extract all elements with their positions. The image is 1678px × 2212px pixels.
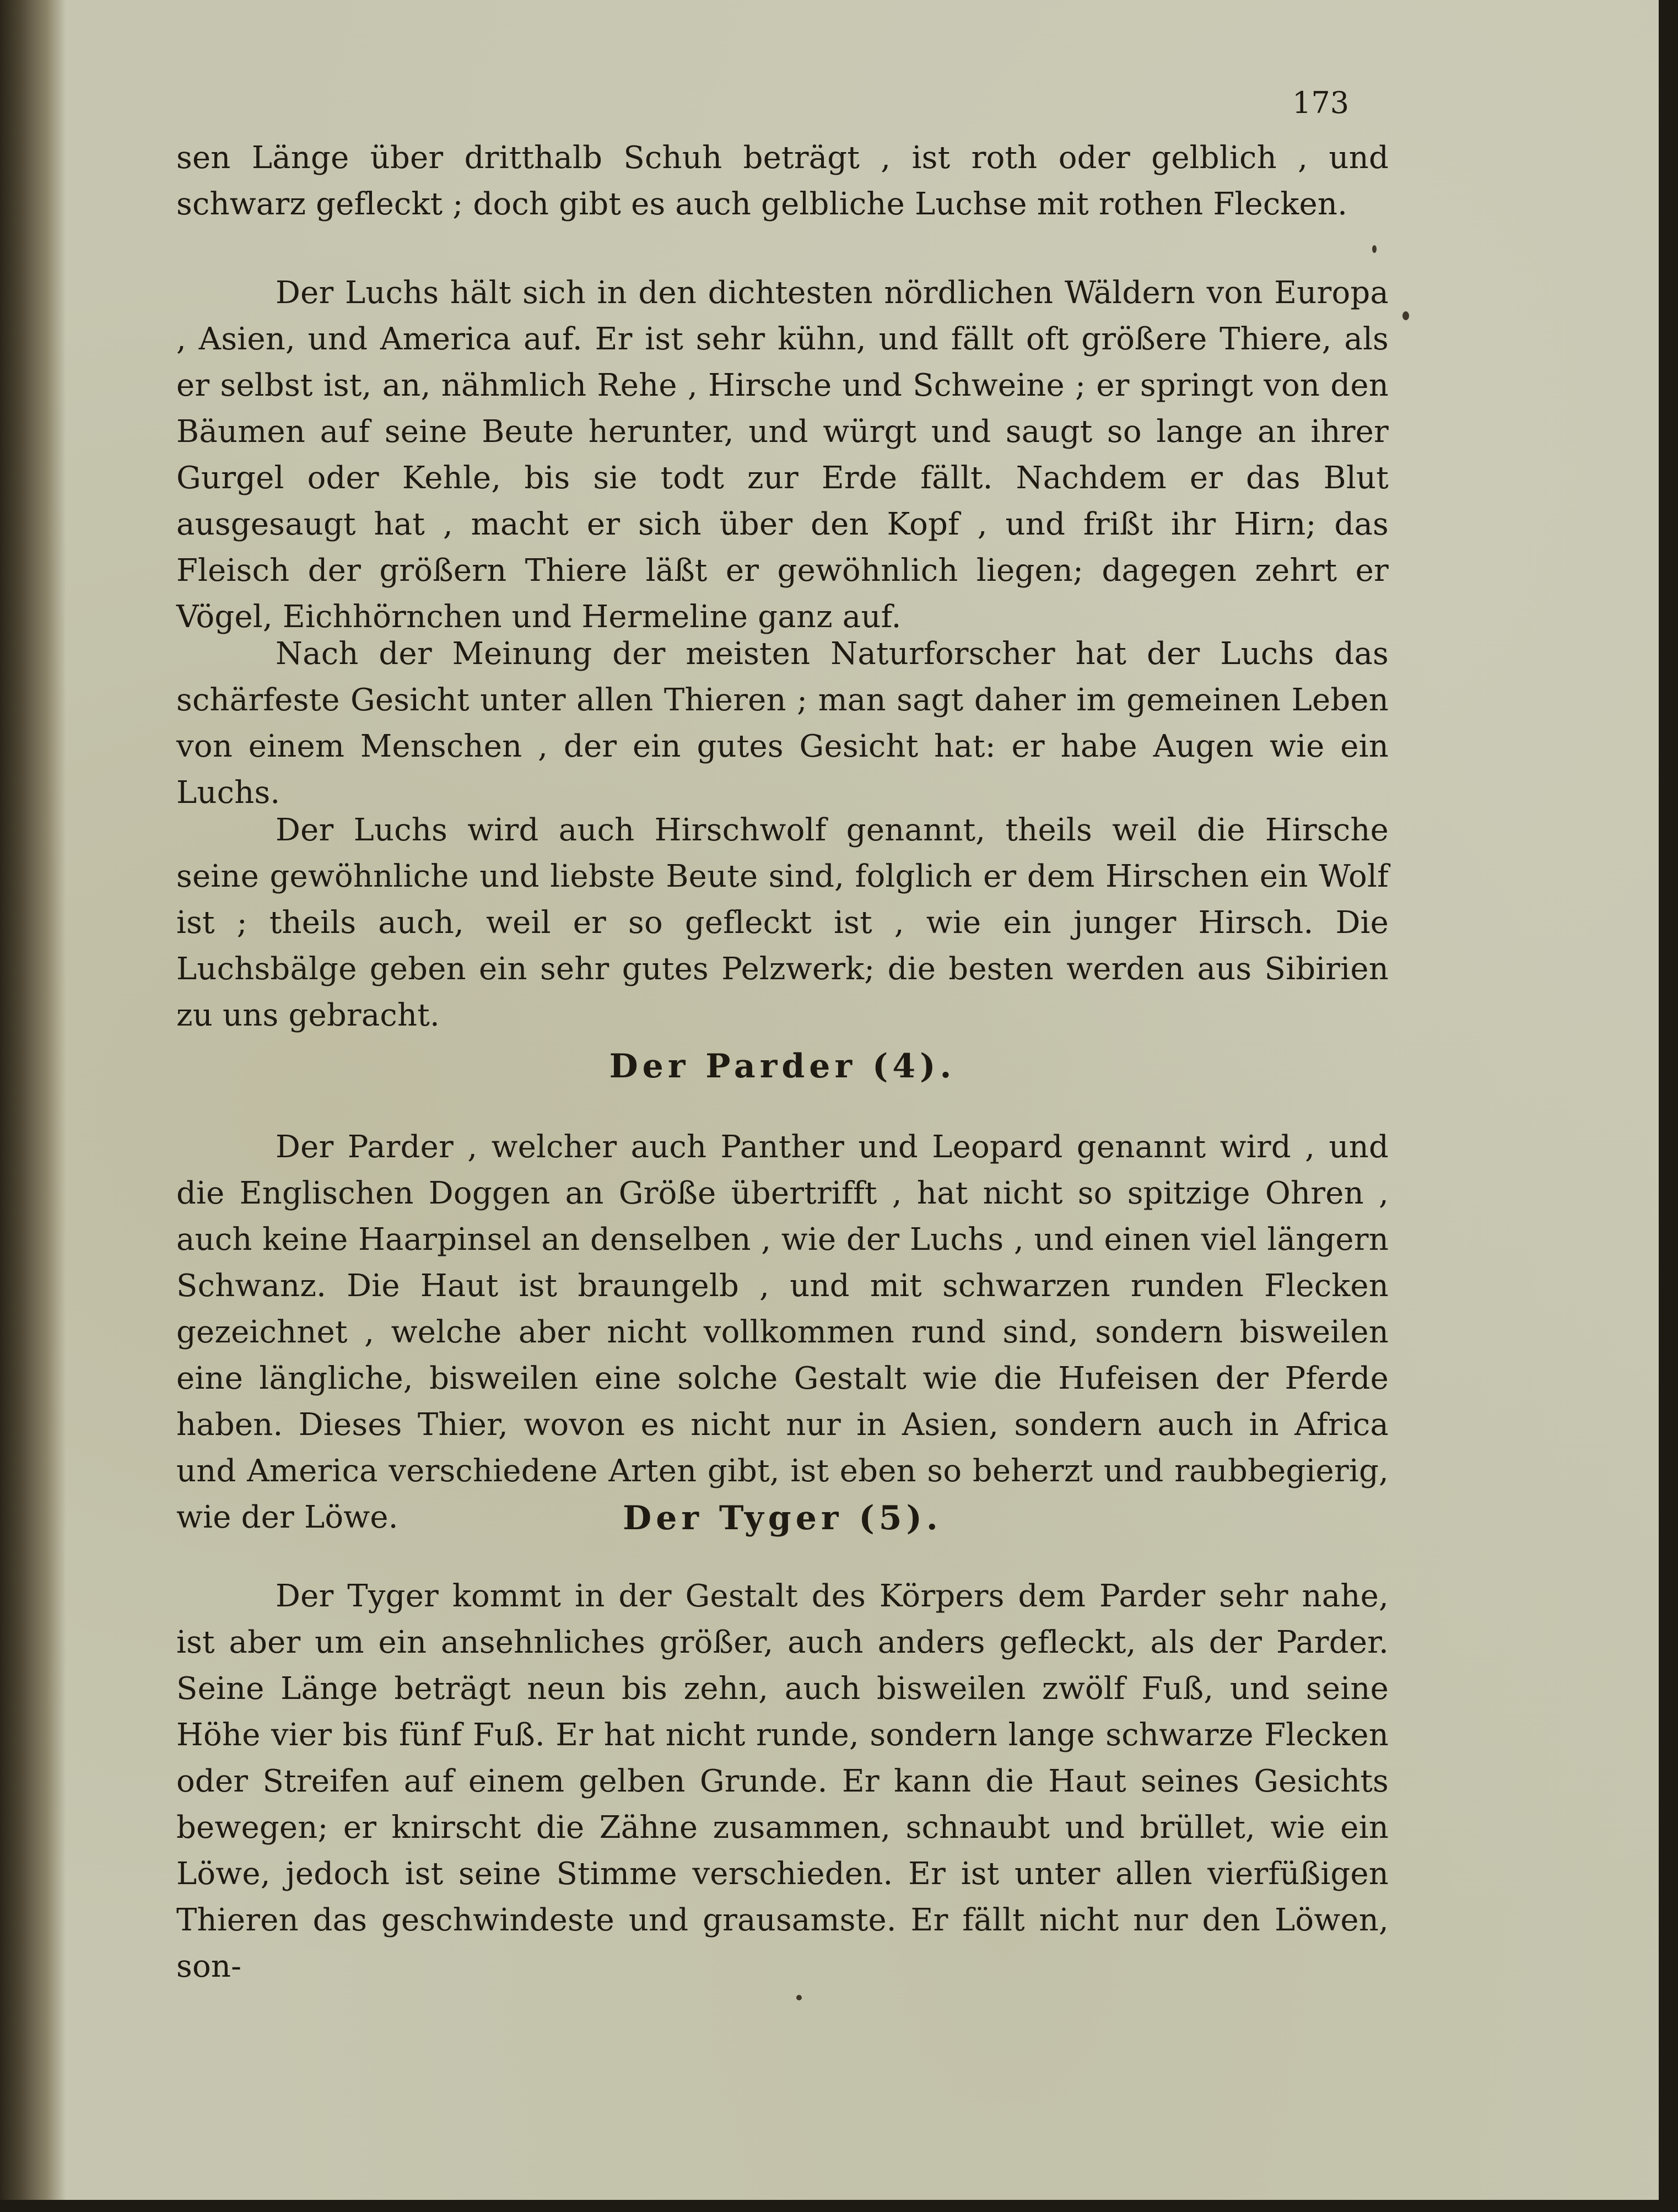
- ink-blemish: [1372, 245, 1377, 253]
- paragraph-parder: Der Parder , welcher auch Panther und Leopard genannt wird , und die Englischen Doggen an Größe übertrifft , hat nicht so spitzige Ohren , auch keine Haarpinsel an denselben , wie der Luchs , und einen viel längern Schwanz. Die Haut ist braungelb , und mit schwarzen runden Flecken gezeichnet , welche aber nicht vollkommen rund sind, sondern bisweilen eine längliche, bisweilen eine solche Gestalt wie die Hufeisen der Pferde haben. Dieses Thier, wovon es nicht nur in Asien, sondern auch in Africa und America verschiedene Arten gibt, ist eben so beherzt und raubbegierig, wie der Löwe.: [176, 1129, 1389, 1535]
- heading-tyger: Der Tyger (5).: [623, 1499, 942, 1537]
- paragraph-luchs-habitat: Der Luchs hält sich in den dichtesten nördlichen Wäldern von Europa , Asien, und America auf. Er ist sehr kühn, und fällt oft größere Thiere, als er selbst ist, an, nähmlich Rehe , Hirsche und Schweine ; er springt von den Bäumen auf seine Beute herunter, und würgt und saugt so lange an ihrer Gurgel oder Kehle, bis sie todt zur Erde fällt. Nachdem er das Blut ausgesaugt hat , macht er sich über den Kopf , und frißt ihr Hirn; das Fleisch der größern Thiere läßt er gewöhnlich liegen; dagegen zehrt er Vögel, Eichhörnchen und Hermeline ganz auf.: [176, 275, 1389, 635]
- paragraph-continuation: sen Länge über dritthalb Schuh beträgt , ist roth oder gelblich , und schwarz gefleckt ; doch gibt es auch gelbliche Luchse mit rothen Flecken.: [176, 140, 1389, 222]
- book-binding-shadow: [0, 0, 66, 2212]
- paragraph-luchs-gesicht: Nach der Meinung der meisten Naturforscher hat der Luchs das schärfeste Gesicht unter allen Thieren ; man sagt daher im gemeinen Leben von einem Menschen , der ein gutes Gesicht hat: er habe Augen wie ein Luchs.: [176, 636, 1389, 811]
- paragraph-hirschwolf: Der Luchs wird auch Hirschwolf genannt, theils weil die Hirsche seine gewöhnliche und liebste Beute sind, folglich er dem Hirschen ein Wolf ist ; theils auch, weil er so gefleckt ist , wie ein junger Hirsch. Die Luchsbälge geben ein sehr gutes Pelzwerk; die besten werden aus Sibirien zu uns gebracht.: [176, 812, 1389, 1033]
- ink-blemish: [1402, 311, 1409, 320]
- page-number: 173: [1292, 85, 1350, 120]
- heading-parder: Der Parder (4).: [609, 1047, 956, 1086]
- scan-border-bottom: [0, 2200, 1678, 2212]
- scan-border-right: [1659, 0, 1678, 2212]
- paragraph-tyger: Der Tyger kommt in der Gestalt des Körpers dem Parder sehr nahe, ist aber um ein ansehnliches größer, auch anders gefleckt, als der Parder. Seine Länge beträgt neun bis zehn, auch bisweilen zwölf Fuß, und seine Höhe vier bis fünf Fuß. Er hat nicht runde, sondern lange schwarze Flecken oder Streifen auf einem gelben Grunde. Er kann die Haut seines Gesichts bewegen; er knirscht die Zähne zusammen, schnaubt und brüllet, wie ein Löwe, jedoch ist seine Stimme verschieden. Er ist unter allen vierfüßigen Thieren das geschwindeste und grausamste. Er fällt nicht nur den Löwen, son-: [176, 1578, 1389, 1984]
- ink-blemish: [796, 1995, 802, 2000]
